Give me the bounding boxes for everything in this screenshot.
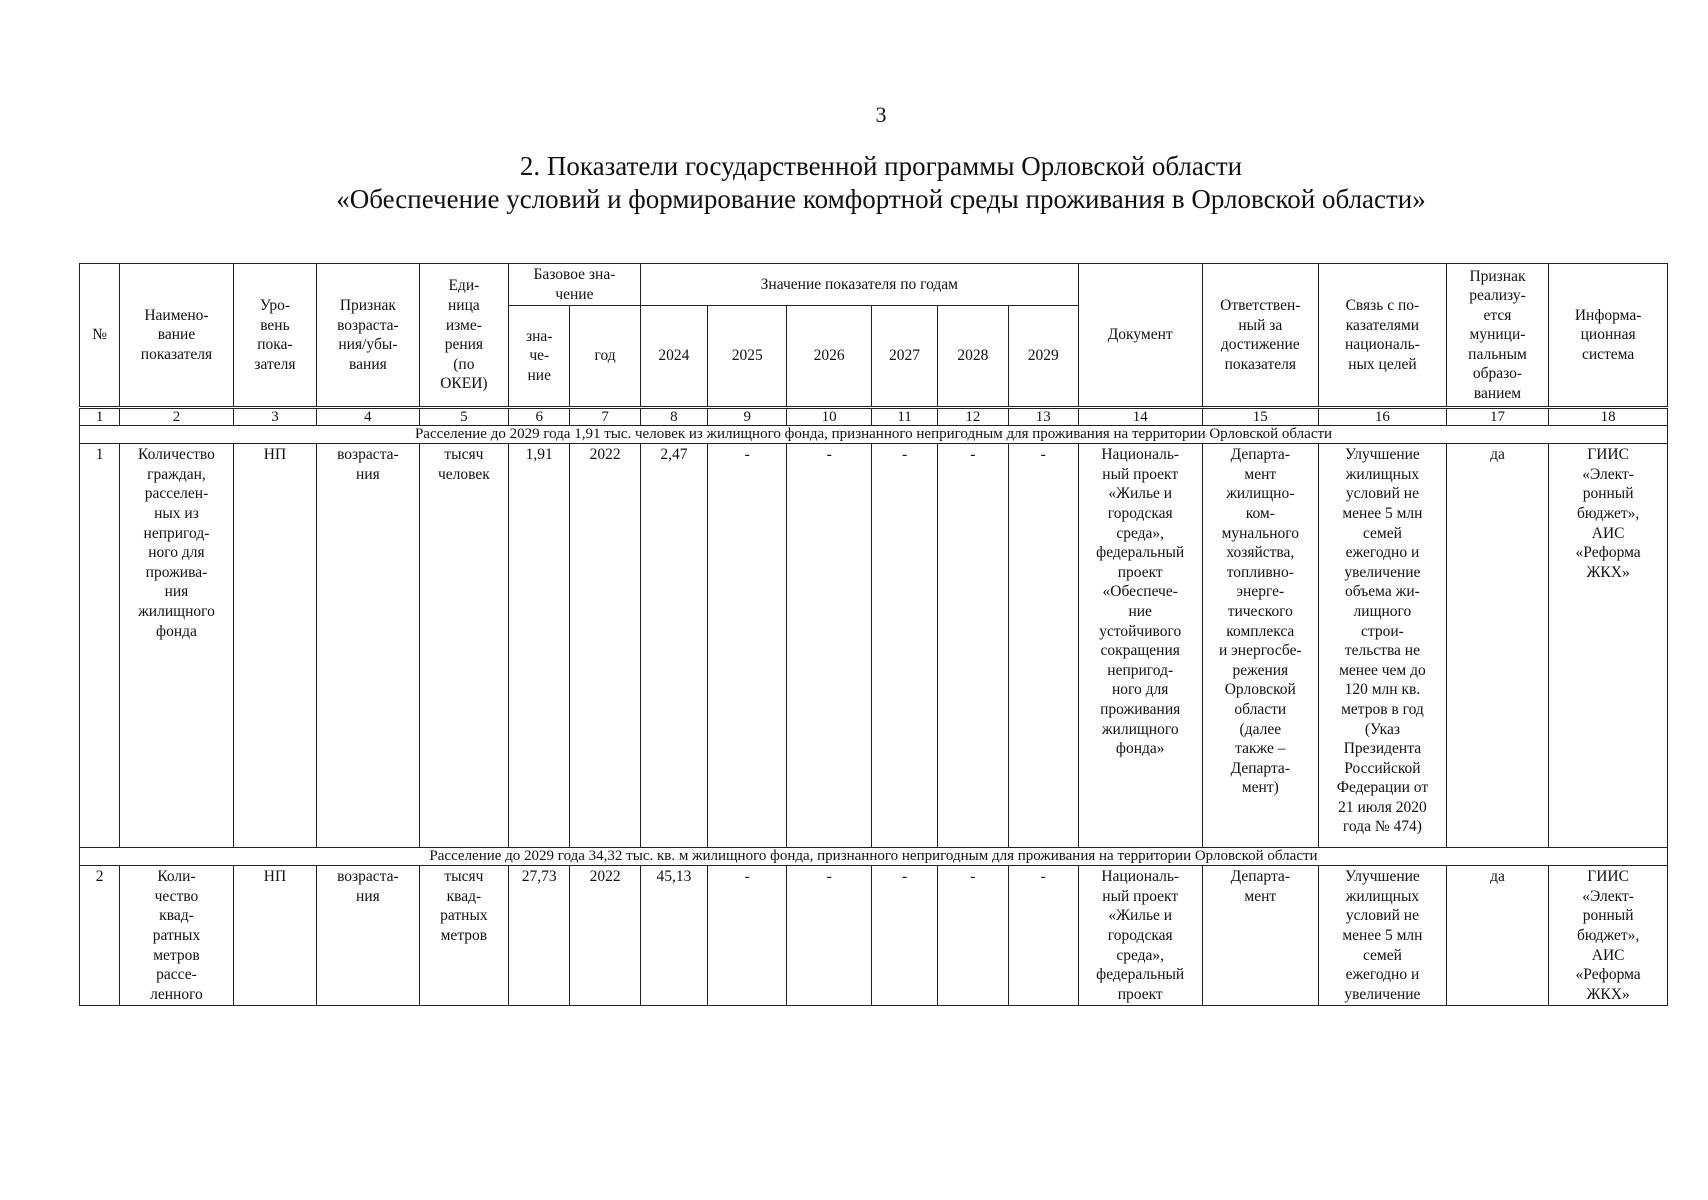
base-value: 27,73 bbox=[509, 866, 570, 1006]
header-no: № bbox=[80, 264, 120, 408]
section-title-row bbox=[80, 426, 1668, 444]
indicators-table bbox=[79, 263, 1668, 1006]
header-base-year: год bbox=[570, 306, 640, 408]
value-2026: - bbox=[787, 866, 871, 1006]
document-cell: Националь- ный проект «Жилье и городская среда», федеральный проект «Обеспече- ние устойчивого сокращения непригод- ного для проживания жилищного фонда» bbox=[1078, 444, 1202, 848]
indicator-sign: возраста- ния bbox=[317, 866, 420, 1006]
base-value: 1,91 bbox=[509, 444, 570, 848]
indicator-sign: возраста- ния bbox=[317, 444, 420, 848]
column-number: 12 bbox=[938, 408, 1008, 426]
link-cell: Улучшение жилищных условий не менее 5 млн семей ежегодно и увеличение bbox=[1319, 866, 1447, 1006]
column-number: 5 bbox=[419, 408, 508, 426]
indicator-name: Коли- чество квад- ратных метров рассе- ленного bbox=[120, 866, 234, 1006]
table-row bbox=[80, 444, 1668, 848]
link-cell: Улучшение жилищных условий не менее 5 млн семей ежегодно и увеличение объема жи- лищного строи- тельства не менее чем до 120 млн кв. метров в год (Указ Президента Российской Федерации от 21 июля 2020 года № 474) bbox=[1319, 444, 1447, 848]
value-2029: - bbox=[1008, 444, 1078, 848]
row-no: 2 bbox=[80, 866, 120, 1006]
municipal-cell: да bbox=[1446, 866, 1549, 1006]
header-base-group: Базовое зна- чение bbox=[509, 264, 641, 306]
column-number: 17 bbox=[1446, 408, 1549, 426]
document-title bbox=[0, 150, 1708, 216]
header-name: Наимено- вание показателя bbox=[120, 264, 234, 408]
section-title-row bbox=[80, 848, 1668, 866]
value-2025: - bbox=[708, 866, 787, 1006]
page-number: 3 bbox=[875, 102, 887, 127]
column-number: 1 bbox=[80, 408, 120, 426]
indicator-name: Количество граждан, расселен- ных из непригод- ного для прожива- ния жилищного фонда bbox=[120, 444, 234, 848]
table-row bbox=[80, 866, 1668, 1006]
indicator-level: НП bbox=[233, 444, 316, 848]
header-years-group: Значение показателя по годам bbox=[640, 264, 1078, 306]
column-number: 14 bbox=[1078, 408, 1202, 426]
column-number: 6 bbox=[509, 408, 570, 426]
section-title: Расселение до 2029 года 34,32 тыс. кв. м жилищного фонда, признанного непригодным для проживания на территории Орловской области bbox=[80, 848, 1668, 866]
header-responsible: Ответствен- ный за достижение показателя bbox=[1202, 264, 1319, 408]
column-number: 13 bbox=[1008, 408, 1078, 426]
column-number: 8 bbox=[640, 408, 707, 426]
column-number-row bbox=[80, 408, 1668, 426]
section-title: Расселение до 2029 года 1,91 тыс. человек из жилищного фонда, признанного непригодным для проживания на территории Орловской области bbox=[80, 426, 1668, 444]
header-year-2024: 2024 bbox=[640, 306, 707, 408]
header-sign: Признак возраста- ния/убы- вания bbox=[317, 264, 420, 408]
title-line-1: 2. Показатели государственной программы Орловской области bbox=[519, 151, 1243, 181]
indicator-unit: тысяч человек bbox=[419, 444, 508, 848]
column-number: 2 bbox=[120, 408, 234, 426]
column-number: 10 bbox=[787, 408, 871, 426]
column-number: 18 bbox=[1549, 408, 1668, 426]
header-document: Документ bbox=[1078, 264, 1202, 408]
column-number: 7 bbox=[570, 408, 640, 426]
responsible-cell: Департа- мент bbox=[1202, 866, 1319, 1006]
base-year: 2022 bbox=[570, 444, 640, 848]
value-2024: 45,13 bbox=[640, 866, 707, 1006]
column-number: 9 bbox=[708, 408, 787, 426]
info-system-cell: ГИИС «Элект- ронный бюджет», АИС «Реформа ЖКХ» bbox=[1549, 866, 1668, 1006]
column-number: 15 bbox=[1202, 408, 1319, 426]
value-2024: 2,47 bbox=[640, 444, 707, 848]
header-info-system: Информа- ционная система bbox=[1549, 264, 1668, 408]
header-municipal: Признак реализу- ется муници- пальным образо- ванием bbox=[1446, 264, 1549, 408]
value-2028: - bbox=[938, 444, 1008, 848]
value-2026: - bbox=[787, 444, 871, 848]
title-line-2: «Обеспечение условий и формирование комфортной среды проживания в Орловской области» bbox=[336, 184, 1426, 214]
indicator-level: НП bbox=[233, 866, 316, 1006]
column-number: 4 bbox=[317, 408, 420, 426]
column-number: 3 bbox=[233, 408, 316, 426]
column-number: 11 bbox=[871, 408, 937, 426]
header-year-2028: 2028 bbox=[938, 306, 1008, 408]
header-year-2026: 2026 bbox=[787, 306, 871, 408]
value-2029: - bbox=[1008, 866, 1078, 1006]
header-level: Уро- вень пока- зателя bbox=[233, 264, 316, 408]
document-cell: Националь- ный проект «Жилье и городская среда», федеральный проект bbox=[1078, 866, 1202, 1006]
header-year-2025: 2025 bbox=[708, 306, 787, 408]
municipal-cell: да bbox=[1446, 444, 1549, 848]
header-unit: Еди- ница изме- рения (по ОКЕИ) bbox=[419, 264, 508, 408]
column-number: 16 bbox=[1319, 408, 1447, 426]
info-system-cell: ГИИС «Элект- ронный бюджет», АИС «Реформа ЖКХ» bbox=[1549, 444, 1668, 848]
value-2027: - bbox=[871, 444, 937, 848]
row-no: 1 bbox=[80, 444, 120, 848]
header-base-value: зна- че- ние bbox=[509, 306, 570, 408]
header-year-2029: 2029 bbox=[1008, 306, 1078, 408]
value-2028: - bbox=[938, 866, 1008, 1006]
header-link: Связь с по- казателями националь- ных целей bbox=[1319, 264, 1447, 408]
header-row-1 bbox=[80, 264, 1668, 306]
value-2025: - bbox=[708, 444, 787, 848]
responsible-cell: Департа- мент жилищно- ком- мунального хозяйства, топливно- энерге- тического комплекса и энергосбе- режения Орловской области (далее также – Департа- мент) bbox=[1202, 444, 1319, 848]
indicator-unit: тысяч квад- ратных метров bbox=[419, 866, 508, 1006]
header-year-2027: 2027 bbox=[871, 306, 937, 408]
value-2027: - bbox=[871, 866, 937, 1006]
base-year: 2022 bbox=[570, 866, 640, 1006]
